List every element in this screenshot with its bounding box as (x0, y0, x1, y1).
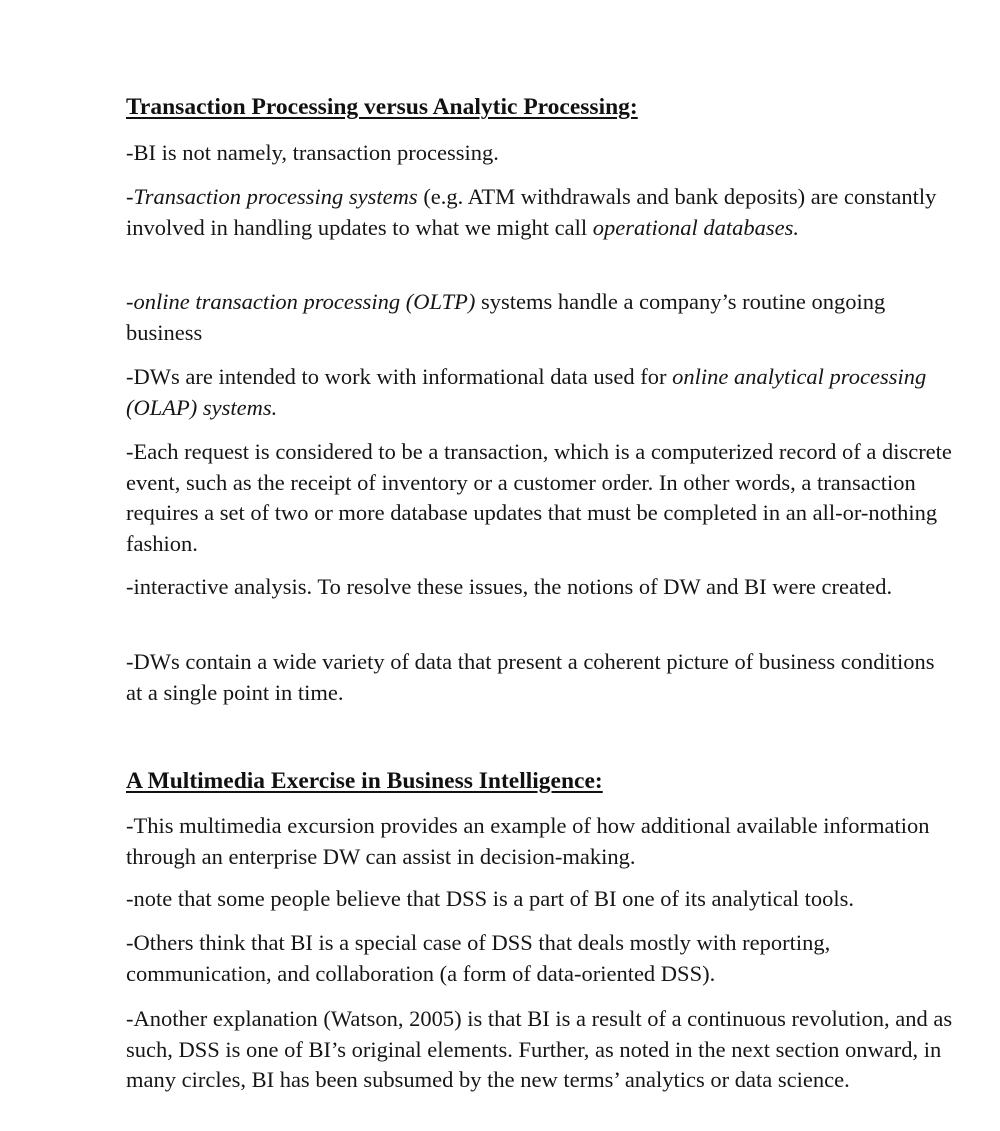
paragraph-watson-explanation: -Another explanation (Watson, 2005) is that BI is a result of a continuous revolution, and as such, DSS is one of BI’s original elements. Further, as noted in the next section onward, in many circles, BI has been subsumed by the new terms’ analytics or data science. (126, 1006, 953, 1092)
paragraph-bi-not-transaction: -BI is not namely, transaction processing. (126, 140, 499, 165)
paragraph-multimedia-excursion: -This multimedia excursion provides an example of how additional available information through an enterprise DW can assist in decision-making. (126, 813, 930, 869)
paragraph-interactive-analysis: -interactive analysis. To resolve these issues, the notions of DW and BI were created. (126, 574, 893, 599)
paragraph-dw-variety: -DWs contain a wide variety of data that present a coherent picture of business conditions at a single point in time. (126, 649, 935, 705)
paragraph-dss-part-of-bi: -note that some people believe that DSS is a part of BI one of its analytical tools. (126, 886, 854, 911)
section-heading-multimedia-exercise: A Multimedia Exercise in Business Intelligence: (126, 768, 603, 794)
paragraph-bi-special-case-dss: -Others think that BI is a special case of DSS that deals mostly with reporting, communication, and collaboration (a form of data-oriented DSS). (126, 930, 831, 986)
paragraph-transaction-definition: -Each request is considered to be a transaction, which is a computerized record of a discrete event, such as the receipt of inventory or a customer order. In other words, a transaction requires a set of two or more database updates that must be completed in an all-or-nothing fashion. (126, 439, 952, 556)
paragraph-transaction-processing-systems: -Transaction processing systems (e.g. ATM withdrawals and bank deposits) are constantly involved in handling updates to what we might call operational databases. (126, 184, 937, 240)
section-heading-transaction-vs-analytic: Transaction Processing versus Analytic Processing: (126, 94, 638, 120)
paragraph-oltp: -online transaction processing (OLTP) systems handle a company’s routine ongoing business (126, 289, 886, 345)
paragraph-olap: -DWs are intended to work with informational data used for online analytical processing (OLAP) systems. (126, 364, 927, 420)
